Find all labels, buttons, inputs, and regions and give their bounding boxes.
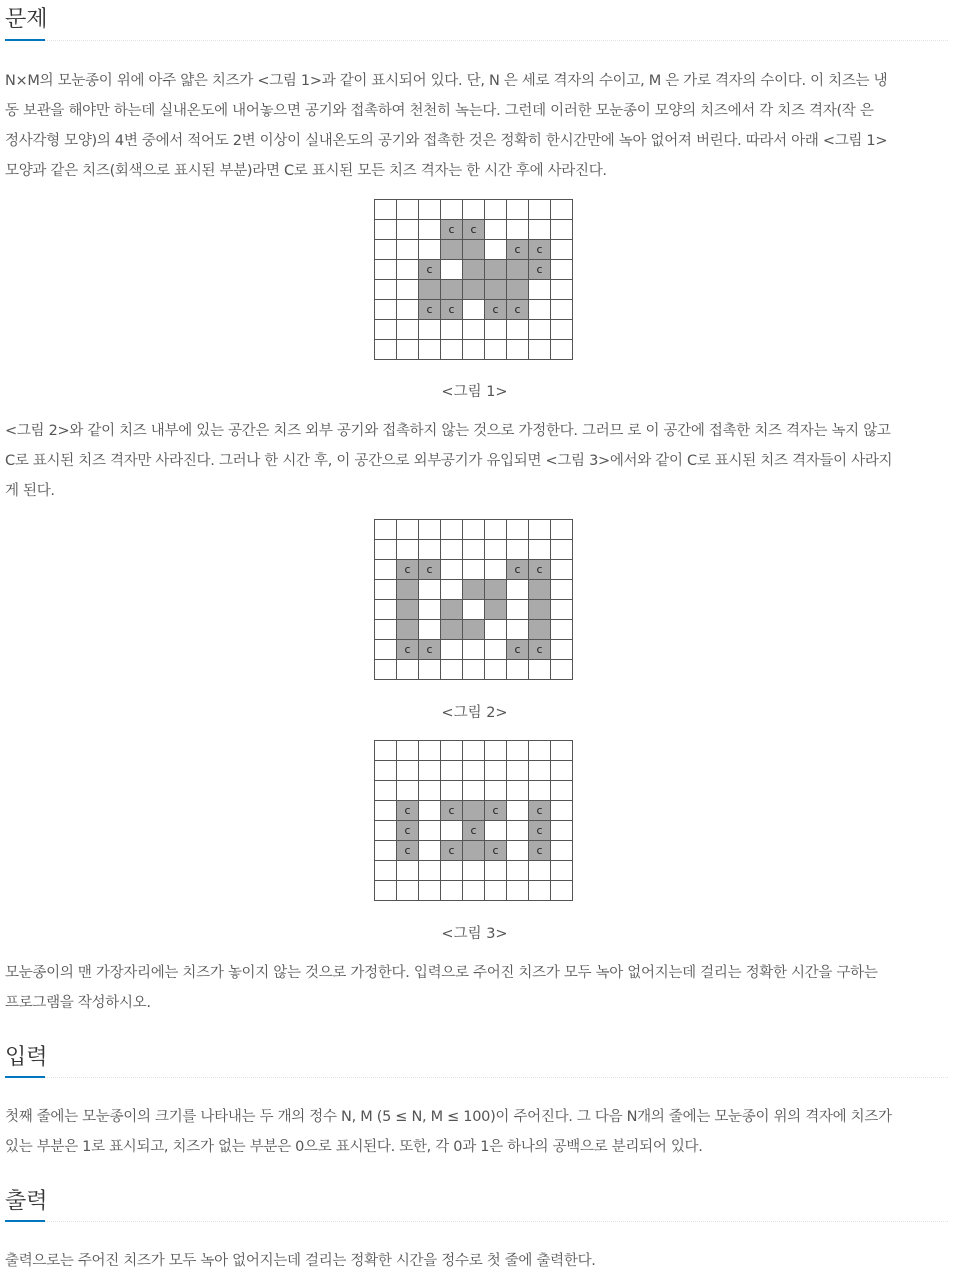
empty-cell (397, 340, 419, 360)
grid-row (375, 220, 573, 240)
input-heading: 입력 (5, 1045, 48, 1070)
empty-cell (419, 741, 441, 761)
grid-row (375, 600, 573, 620)
empty-cell (419, 580, 441, 600)
melting-cheese-cell: c (419, 560, 441, 580)
melting-cheese-cell: c (529, 240, 551, 260)
melting-cheese-cell: c (397, 841, 419, 861)
problem-paragraph-3: 모눈종이의 맨 가장자리에는 치즈가 놓이지 않는 것으로 가정한다. 입력으로 주어진 치즈가 모두 녹아 없어지는데 걸리는 정확한 시간을 구하는 프로그램을 작성하시오. (5, 965, 878, 1011)
empty-cell (463, 781, 485, 801)
empty-cell (485, 240, 507, 260)
empty-cell (485, 320, 507, 340)
empty-cell (419, 520, 441, 540)
empty-cell (551, 520, 573, 540)
grid-row (375, 801, 573, 821)
empty-cell (507, 620, 529, 640)
empty-cell (397, 240, 419, 260)
empty-cell (551, 620, 573, 640)
cheese-cell (463, 240, 485, 260)
empty-cell (507, 580, 529, 600)
empty-cell (463, 861, 485, 881)
output-heading-rule (5, 1221, 948, 1222)
problem-paragraph-1: N×M의 모눈종이 위에 아주 얇은 치즈가 <그림 1>과 같이 표시되어 있다. 단, N 은 세로 격자의 수이고, M 은 가로 격자의 수이다. 이 치즈는 냉 동 보관을 해야만 하는데 실내온도에 내어놓으면 공기와 접촉하여 천천히 녹는다. 그런데 이러한 모눈종이 모양의 치즈에서 각 치즈 격자(작 은 정사각형 모양)의 4변 중에서 적어도 2변 이상이 실내온도의 공기와 접촉한 것은 정확히 한시간만에 녹아 없어져 버린다. 따라서 아래 <그림 1> 모양과 같은 치즈(회색으로 표시된 부분)라면 C로 표시된 모든 치즈 격자는 한 시간 후에 사라진다. (5, 73, 888, 179)
cheese-cell (485, 280, 507, 300)
empty-cell (485, 781, 507, 801)
empty-cell (441, 861, 463, 881)
empty-cell (485, 761, 507, 781)
cheese-cell (441, 240, 463, 260)
empty-cell (529, 280, 551, 300)
empty-cell (551, 660, 573, 680)
empty-cell (375, 640, 397, 660)
melting-cheese-cell: c (485, 801, 507, 821)
empty-cell (551, 240, 573, 260)
empty-cell (551, 841, 573, 861)
grid-row (375, 881, 573, 901)
grid-row (375, 580, 573, 600)
empty-cell (419, 841, 441, 861)
empty-cell (419, 200, 441, 220)
melting-cheese-cell: c (441, 801, 463, 821)
cheese-cell (485, 260, 507, 280)
empty-cell (551, 220, 573, 240)
empty-cell (529, 741, 551, 761)
empty-cell (375, 660, 397, 680)
empty-cell (507, 881, 529, 901)
empty-cell (441, 260, 463, 280)
empty-cell (375, 220, 397, 240)
empty-cell (375, 300, 397, 320)
empty-cell (397, 260, 419, 280)
cheese-cell (463, 801, 485, 821)
melting-cheese-cell: c (441, 300, 463, 320)
melting-cheese-cell: c (507, 240, 529, 260)
empty-cell (441, 340, 463, 360)
empty-cell (551, 741, 573, 761)
melting-cheese-cell: c (485, 300, 507, 320)
grid-row (375, 280, 573, 300)
empty-cell (507, 821, 529, 841)
empty-cell (419, 801, 441, 821)
grid-row (375, 821, 573, 841)
grid-row (375, 320, 573, 340)
cheese-cell (397, 620, 419, 640)
empty-cell (551, 200, 573, 220)
melting-cheese-cell: c (463, 220, 485, 240)
empty-cell (507, 660, 529, 680)
empty-cell (441, 660, 463, 680)
empty-cell (551, 300, 573, 320)
grid-row (375, 340, 573, 360)
melting-cheese-cell: c (397, 801, 419, 821)
cheese-cell (485, 600, 507, 620)
empty-cell (375, 320, 397, 340)
grid-row (375, 741, 573, 761)
melting-cheese-cell: c (419, 640, 441, 660)
empty-cell (441, 540, 463, 560)
empty-cell (507, 540, 529, 560)
grid-row (375, 761, 573, 781)
melting-cheese-cell: c (419, 260, 441, 280)
grid-row (375, 861, 573, 881)
empty-cell (529, 881, 551, 901)
empty-cell (485, 620, 507, 640)
figure-1-grid (374, 199, 575, 362)
empty-cell (463, 540, 485, 560)
empty-cell (507, 781, 529, 801)
melting-cheese-cell: c (397, 821, 419, 841)
empty-cell (419, 761, 441, 781)
empty-cell (529, 520, 551, 540)
empty-cell (441, 821, 463, 841)
empty-cell (375, 881, 397, 901)
cheese-grid-table (374, 199, 573, 360)
cheese-cell (397, 580, 419, 600)
empty-cell (375, 580, 397, 600)
empty-cell (397, 861, 419, 881)
input-heading-rule (5, 1077, 948, 1078)
grid-row (375, 841, 573, 861)
melting-cheese-cell: c (529, 560, 551, 580)
grid-row (375, 781, 573, 801)
grid-row (375, 200, 573, 220)
empty-cell (419, 240, 441, 260)
cheese-cell (529, 600, 551, 620)
empty-cell (441, 741, 463, 761)
empty-cell (397, 781, 419, 801)
empty-cell (551, 881, 573, 901)
cheese-cell (463, 841, 485, 861)
empty-cell (463, 640, 485, 660)
empty-cell (463, 340, 485, 360)
grid-row (375, 640, 573, 660)
empty-cell (507, 741, 529, 761)
empty-cell (507, 520, 529, 540)
empty-cell (485, 560, 507, 580)
melting-cheese-cell: c (507, 640, 529, 660)
empty-cell (529, 660, 551, 680)
empty-cell (463, 320, 485, 340)
melting-cheese-cell: c (419, 300, 441, 320)
empty-cell (375, 741, 397, 761)
empty-cell (419, 881, 441, 901)
empty-cell (485, 660, 507, 680)
empty-cell (397, 741, 419, 761)
empty-cell (551, 821, 573, 841)
empty-cell (397, 220, 419, 240)
empty-cell (375, 260, 397, 280)
empty-cell (397, 280, 419, 300)
figure-3-caption: <그림 3> (441, 926, 508, 942)
empty-cell (441, 761, 463, 781)
melting-cheese-cell: c (397, 640, 419, 660)
empty-cell (441, 881, 463, 901)
melting-cheese-cell: c (529, 801, 551, 821)
cheese-cell (463, 280, 485, 300)
empty-cell (397, 200, 419, 220)
empty-cell (529, 300, 551, 320)
empty-cell (529, 340, 551, 360)
empty-cell (529, 540, 551, 560)
empty-cell (397, 540, 419, 560)
problem-heading-rule (5, 40, 948, 41)
figure-3-grid (374, 740, 575, 903)
melting-cheese-cell: c (529, 841, 551, 861)
empty-cell (375, 821, 397, 841)
input-description: 첫째 줄에는 모눈종이의 크기를 나타내는 두 개의 정수 N, M (5 ≤ N, M ≤ 100)이 주어진다. 그 다음 N개의 줄에는 모눈종이 위의 격자에 치즈가 있는 부분은 1로 표시되고, 치즈가 없는 부분은 0으로 표시된다. 또한, 각 0과 1은 하나의 공백으로 분리되어 있다. (5, 1109, 892, 1155)
cheese-cell (507, 260, 529, 280)
empty-cell (463, 761, 485, 781)
melting-cheese-cell: c (441, 841, 463, 861)
empty-cell (463, 520, 485, 540)
empty-cell (419, 861, 441, 881)
empty-cell (507, 200, 529, 220)
empty-cell (507, 600, 529, 620)
problem-paragraph-2: <그림 2>와 같이 치즈 내부에 있는 공간은 치즈 외부 공기와 접촉하지 않는 것으로 가정한다. 그러므 로 이 공간에 접촉한 치즈 격자는 녹지 않고 C로 표시된 치즈 격자만 사라진다. 그러나 한 시간 후, 이 공간으로 외부공기가 유입되면 <그림 3>에서와 같이 C로 표시된 치즈 격자들이 사라지 게 된다. (5, 423, 893, 499)
empty-cell (551, 600, 573, 620)
empty-cell (529, 320, 551, 340)
grid-row (375, 300, 573, 320)
melting-cheese-cell: c (529, 640, 551, 660)
empty-cell (375, 600, 397, 620)
cheese-cell (529, 620, 551, 640)
empty-cell (485, 640, 507, 660)
empty-cell (397, 660, 419, 680)
grid-row (375, 560, 573, 580)
melting-cheese-cell: c (507, 300, 529, 320)
empty-cell (485, 220, 507, 240)
empty-cell (463, 200, 485, 220)
cheese-cell (463, 620, 485, 640)
empty-cell (463, 660, 485, 680)
empty-cell (551, 580, 573, 600)
empty-cell (507, 841, 529, 861)
melting-cheese-cell: c (507, 560, 529, 580)
empty-cell (529, 761, 551, 781)
empty-cell (485, 340, 507, 360)
empty-cell (397, 320, 419, 340)
grid-row (375, 620, 573, 640)
empty-cell (375, 761, 397, 781)
grid-row (375, 520, 573, 540)
empty-cell (551, 280, 573, 300)
melting-cheese-cell: c (485, 841, 507, 861)
empty-cell (375, 861, 397, 881)
empty-cell (551, 340, 573, 360)
empty-cell (419, 540, 441, 560)
empty-cell (485, 861, 507, 881)
melting-cheese-cell: c (441, 220, 463, 240)
empty-cell (441, 520, 463, 540)
empty-cell (375, 520, 397, 540)
empty-cell (463, 560, 485, 580)
empty-cell (397, 300, 419, 320)
cheese-cell (419, 280, 441, 300)
empty-cell (507, 801, 529, 821)
figure-2-grid (374, 519, 575, 682)
empty-cell (485, 821, 507, 841)
cheese-cell (463, 260, 485, 280)
empty-cell (419, 821, 441, 841)
empty-cell (375, 340, 397, 360)
empty-cell (551, 260, 573, 280)
cheese-cell (529, 580, 551, 600)
empty-cell (419, 600, 441, 620)
empty-cell (375, 841, 397, 861)
empty-cell (397, 520, 419, 540)
empty-cell (419, 340, 441, 360)
grid-row (375, 260, 573, 280)
empty-cell (485, 520, 507, 540)
output-description: 출력으로는 주어진 치즈가 모두 녹아 없어지는데 걸리는 정확한 시간을 정수로 첫 줄에 출력한다. (5, 1253, 596, 1269)
empty-cell (463, 300, 485, 320)
melting-cheese-cell: c (529, 260, 551, 280)
grid-row (375, 240, 573, 260)
empty-cell (375, 200, 397, 220)
melting-cheese-cell: c (397, 560, 419, 580)
empty-cell (485, 881, 507, 901)
empty-cell (551, 640, 573, 660)
empty-cell (463, 741, 485, 761)
problem-heading: 문제 (5, 7, 48, 32)
cheese-cell (397, 600, 419, 620)
empty-cell (419, 781, 441, 801)
empty-cell (441, 560, 463, 580)
empty-cell (507, 761, 529, 781)
cheese-cell (441, 600, 463, 620)
empty-cell (551, 320, 573, 340)
empty-cell (397, 761, 419, 781)
empty-cell (419, 220, 441, 240)
grid-row (375, 540, 573, 560)
empty-cell (375, 240, 397, 260)
empty-cell (375, 280, 397, 300)
figure-2-caption: <그림 2> (441, 705, 508, 721)
empty-cell (441, 781, 463, 801)
empty-cell (529, 781, 551, 801)
empty-cell (419, 620, 441, 640)
cheese-cell (441, 280, 463, 300)
output-heading: 출력 (5, 1189, 48, 1214)
cheese-cell (463, 580, 485, 600)
empty-cell (463, 600, 485, 620)
empty-cell (375, 781, 397, 801)
melting-cheese-cell: c (529, 821, 551, 841)
empty-cell (485, 741, 507, 761)
empty-cell (551, 801, 573, 821)
empty-cell (463, 881, 485, 901)
empty-cell (375, 560, 397, 580)
cheese-cell (441, 620, 463, 640)
cheese-grid-table (374, 519, 573, 680)
empty-cell (529, 220, 551, 240)
empty-cell (529, 861, 551, 881)
grid-row (375, 660, 573, 680)
melting-cheese-cell: c (463, 821, 485, 841)
empty-cell (551, 560, 573, 580)
cheese-cell (507, 280, 529, 300)
empty-cell (375, 540, 397, 560)
empty-cell (485, 200, 507, 220)
empty-cell (419, 660, 441, 680)
empty-cell (397, 881, 419, 901)
empty-cell (551, 861, 573, 881)
cheese-grid-table (374, 740, 573, 901)
empty-cell (419, 320, 441, 340)
empty-cell (551, 781, 573, 801)
empty-cell (507, 340, 529, 360)
empty-cell (485, 540, 507, 560)
empty-cell (375, 801, 397, 821)
figure-1-caption: <그림 1> (441, 384, 508, 400)
empty-cell (375, 620, 397, 640)
empty-cell (507, 220, 529, 240)
empty-cell (551, 761, 573, 781)
empty-cell (507, 861, 529, 881)
cheese-cell (485, 580, 507, 600)
empty-cell (441, 580, 463, 600)
empty-cell (551, 540, 573, 560)
empty-cell (529, 200, 551, 220)
empty-cell (441, 640, 463, 660)
empty-cell (441, 320, 463, 340)
empty-cell (441, 200, 463, 220)
empty-cell (507, 320, 529, 340)
